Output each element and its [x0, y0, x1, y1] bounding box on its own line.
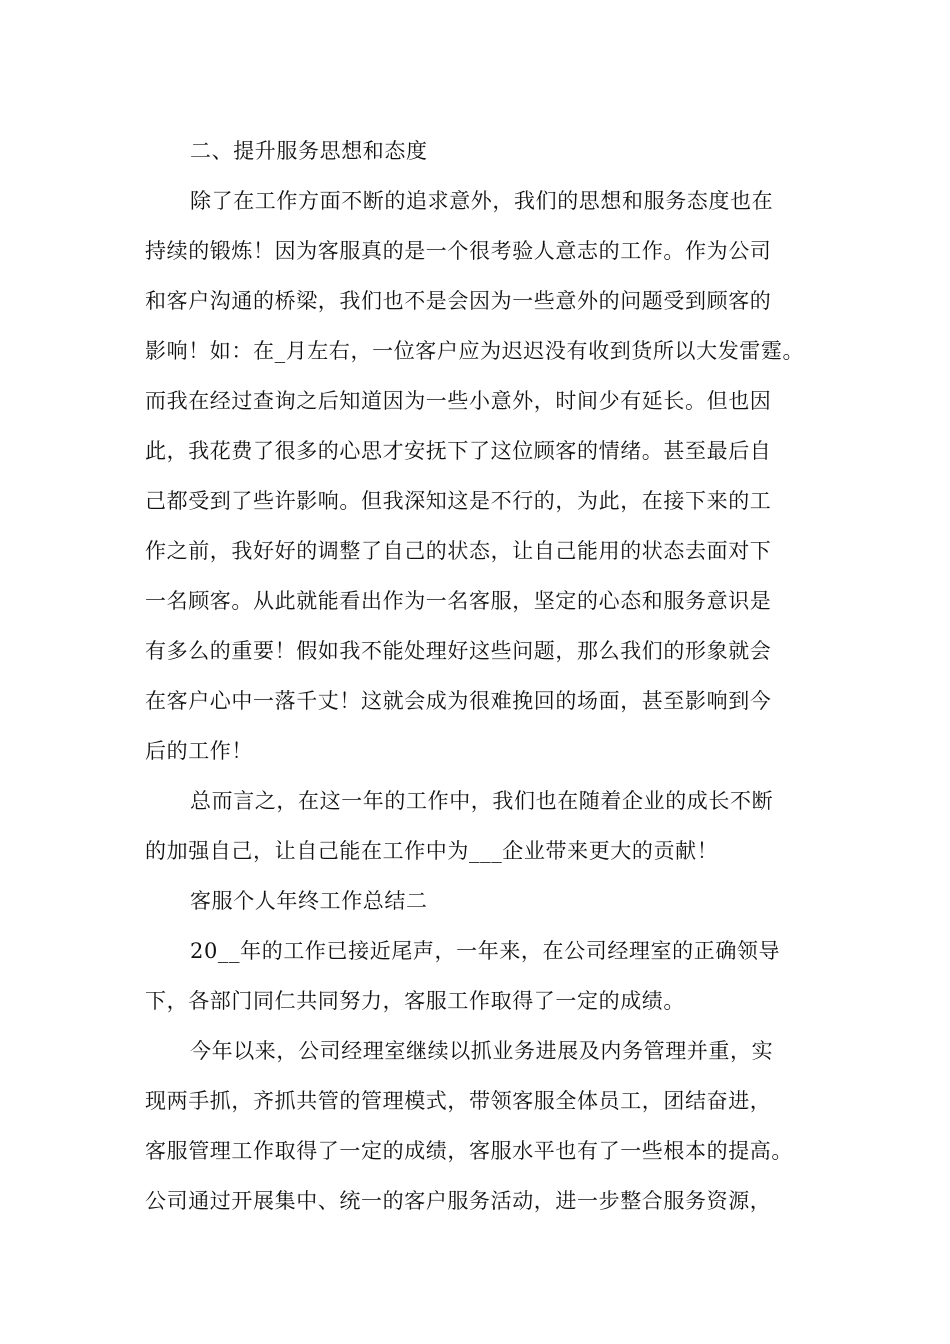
paragraph-line: 和客户沟通的桥梁，我们也不是会因为一些意外的问题受到顾客的 — [145, 289, 772, 313]
paragraph-line: 在客户心中一落千丈！这就会成为很难挽回的场面，甚至影响到今 — [145, 689, 772, 713]
paragraph-line: 除了在工作方面不断的追求意外，我们的思想和服务态度也在 — [190, 189, 774, 213]
paragraph-line: 作之前，我好好的调整了自己的状态，让自己能用的状态去面对下 — [145, 539, 772, 563]
paragraph-line: 的加强自己，让自己能在工作中为___企业带来更大的贡献！ — [145, 839, 719, 863]
paragraph-line: 一名顾客。从此就能看出作为一名客服，坚定的心态和服务意识是 — [145, 589, 772, 613]
section-heading: 客服个人年终工作总结二 — [190, 889, 428, 913]
paragraph-line: 此，我花费了很多的心思才安抚下了这位顾客的情绪。甚至最后自 — [145, 439, 772, 463]
paragraph-line: 己都受到了些许影响。但我深知这是不行的，为此，在接下来的工 — [145, 489, 772, 513]
paragraph-line: 客服管理工作取得了一定的成绩，客服水平也有了一些根本的提高。 — [145, 1139, 793, 1163]
paragraph-line: 今年以来，公司经理室继续以抓业务进展及内务管理并重，实 — [190, 1039, 774, 1063]
paragraph-line: 总而言之，在这一年的工作中，我们也在随着企业的成长不断 — [190, 789, 774, 813]
paragraph-line: 有多么的重要！假如我不能处理好这些问题，那么我们的形象就会 — [145, 639, 772, 663]
paragraph-line: 公司通过开展集中、统一的客户服务活动，进一步整合服务资源， — [145, 1189, 772, 1213]
paragraph-line: 持续的锻炼！因为客服真的是一个很考验人意志的工作。作为公司 — [145, 239, 772, 263]
paragraph-line: 影响！如：在_月左右，一位客户应为迟迟没有收到货所以大发雷霆。 — [145, 339, 805, 363]
paragraph-line: 20__年的工作已接近尾声，一年来，在公司经理室的正确领导 — [190, 939, 781, 963]
paragraph-line: 下，各部门同仁共同努力，客服工作取得了一定的成绩。 — [145, 989, 685, 1013]
paragraph-line: 现两手抓，齐抓共管的管理模式，带领客服全体员工，团结奋进， — [145, 1089, 772, 1113]
paragraph-line: 后的工作！ — [145, 739, 253, 763]
section-heading: 二、提升服务思想和态度 — [190, 139, 428, 163]
paragraph-line: 而我在经过查询之后知道因为一些小意外，时间少有延长。但也因 — [145, 389, 772, 413]
